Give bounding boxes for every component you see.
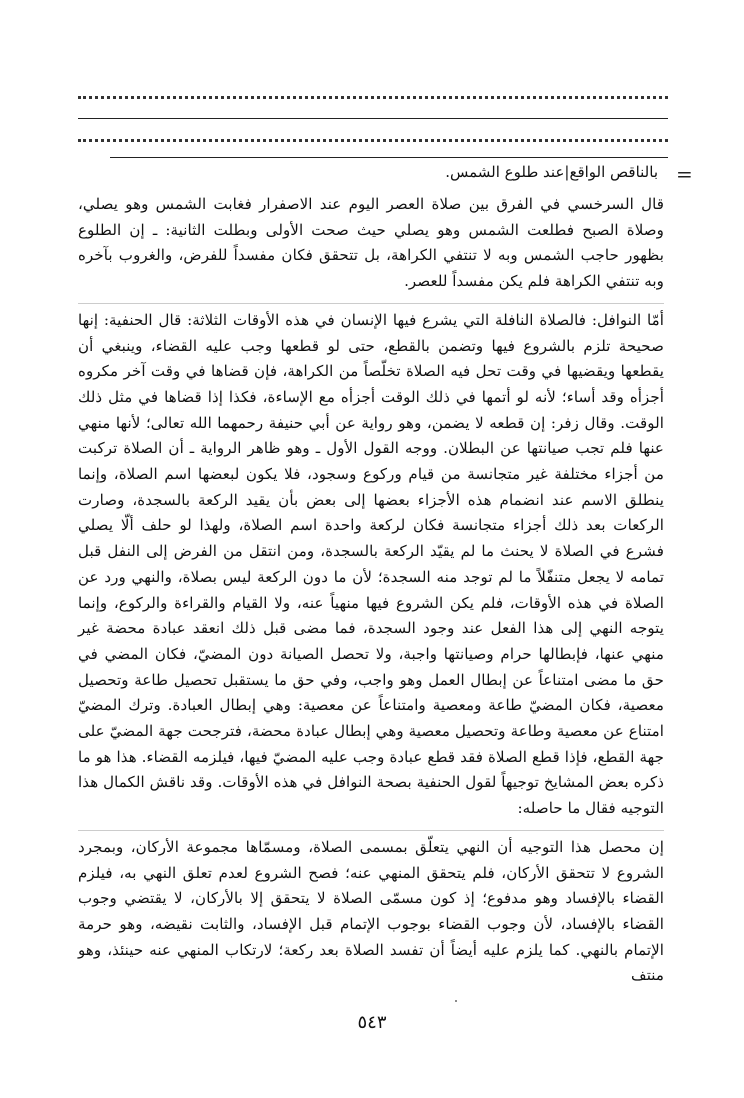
dotted-line (78, 139, 668, 152)
horizontal-rule (78, 118, 668, 119)
dotted-line (78, 96, 668, 109)
paragraph: قال السرخسي في الفرق بين صلاة العصر اليوم عند الاصفرار فغابت الشمس وهو يصلي، وصلاة الصبح فطلعت الشمس وهو يصلي حيث صحت الأولى وبطلت الثانية: ـ إن الطلوع بظهور حاجب الشمس وبه لا تنتفي الكراهة، بل تتحقق فكان مفسداً للفرض، والغروب بآخره وبه تنتفي الكراهة فلم يكن مفسداً للعصر. (78, 195, 664, 291)
paragraph: أمّا النوافل: فالصلاة النافلة التي يشرع فيها الإنسان في هذه الأوقات الثلاثة: قال الحنفية: إنها صحيحة تلزم بالشروع فيها وتضمن بالقطع، حتى لو قطعها وجب عليه القضاء، وينبغي أن يقطعها ويقضيها في وقت تحل فيه الصلاة تخلّصاً من الكراهة، فإن قضاها في وقت آخر مكروه أجزأه وقد أساء؛ لأنه لو أتمها في ذلك الوقت أجزأه مع الإساءة، فكذا إذا قضاها في مثل ذلك الوقت. وقال زفر: إن قطعه لا يضمن، وهو رواية عن أبي حنيفة رحمهما الله تعالى؛ لأنها منهي عنها فلم تجب صيانتها عن البطلان. ووجه القول الأول ـ وهو ظاهر الرواية ـ أن الصلاة تركبت من أجزاء مختلفة غير متجانسة من قيام وركوع وسجود، فلا يكون لبعضها اسم الصلاة، وإنما ينطلق الاسم عند انضمام هذه الأجزاء بعضها إلى بعض بأن يقيد الركعة بالسجدة، وصارت الركعات بعد ذلك أجزاء متجانسة فكان لركعة واحدة اسم الصلاة، ولهذا لو حلف ألّا يصلي فشرع في الصلاة لا يحنث ما لم يقيّد الركعة بالسجدة، ومن انتقل من الفرض إلى النفل قبل تمامه لا يجعل متنفّلاً ما لم توجد منه السجدة؛ لأن ما دون الركعة ليس بصلاة، والنهي ورد عن الصلاة في هذه الأوقات، فلم يكن الشروع فيها منهياً عنه، ولا القيام والقراءة والركوع، وإنما يتوجه النهي إلى هذا الفعل عند وجود السجدة، فما مضى قبل ذلك انعقد عبادة محضة غير منهي عنها، فإبطالها حرام وصيانتها واجبة، ولا تحصل الصيانة دون المضيّ، فكان المضي في حق ما مضى امتناعاً عن إبطال العمل وهو واجب، وفي حق ما يستقبل تحصيل طاعة وتحصيل معصية، فكان المضيّ طاعة ومعصية وامتناعاً عن معصية: وهي إبطال العبادة. وترك المضيّ امتناع عن معصية وطاعة وتحصيل معصية وهي إبطال عبادة محضة، فترجحت جهة المضيّ على جهة القطع، فإذا قطع الصلاة فقد قطع عبادة وجب عليه المضيّ فيها، فيلزمه القضاء. هذا هو ما ذكره بعض المشايخ توجيهاً لقول الحنفية بصحة النوافل في هذه الأوقات. وقد ناقش الكمال هذا التوجيه فقال ما حاصله: (78, 303, 664, 822)
page-number: ٥٤٣ (357, 1012, 387, 1033)
paragraph: إن محصل هذا التوجيه أن النهي يتعلّق بمسمى الصلاة، ومسمّاها مجموعة الأركان، وبمجرد الشروع لا تتحقق الأركان، فلم يتحقق المنهي عنه؛ فصح الشروع لعدم تعلق النهي به، فيلزم القضاء بالإفساد وهو مدفوع؛ إذ كون مسمّى الصلاة لا يتحقق إلا بالأركان، لا يقتضي وجوب القضاء بالإفساد، لأن وجوب القضاء بوجوب الإتمام قبل الإفساد، والثابت نقيضه، وهو حرمة الإتمام بالنهي. كما يلزم عليه أيضاً أن تفسد الصلاة بعد ركعة؛ لارتكاب المنهي عنه حينئذ، وهو منتف (78, 830, 664, 989)
speck (455, 1000, 457, 1002)
continuation-marker: = (676, 162, 693, 186)
horizontal-rule (110, 157, 668, 158)
footnote-continuation: بالناقص الواقع|عند طلوع الشمس. (445, 163, 658, 181)
main-text (78, 192, 664, 997)
